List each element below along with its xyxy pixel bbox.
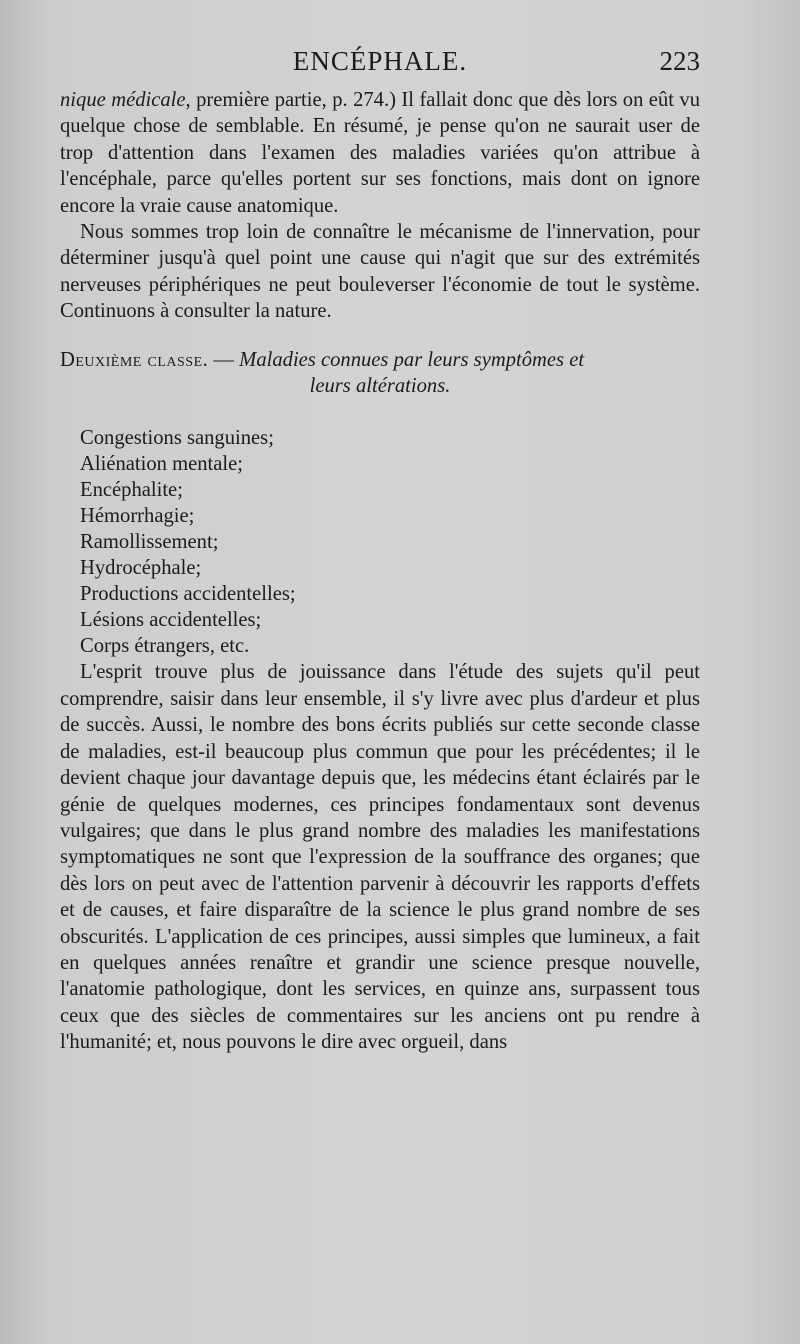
- disease-item: Encéphalite;: [80, 479, 183, 502]
- section-heading: [60, 347, 700, 373]
- paragraph-1-text: , première partie, p. 274.) Il fallait donc que dès lors on eût vu quelque chose de semblable. En résumé, je pense qu'on ne saurait user de trop d'attention dans l'examen des maladies variées qu'on attribue à l'encéphale, parce qu'elles portent sur ses fonctions, mais dont on ignore encore la vraie cause anatomique.: [60, 89, 700, 217]
- disease-item: Aliénation mentale;: [80, 453, 243, 476]
- page-header: [60, 46, 700, 86]
- paragraph-1-italic: nique médicale: [60, 89, 186, 111]
- section-title-line-1: Maladies connues par leurs symptômes et: [239, 348, 585, 371]
- disease-item: Productions accidentelles;: [80, 583, 296, 606]
- paragraph-1: [60, 87, 700, 219]
- disease-item: Ramollissement;: [80, 531, 219, 554]
- section-dash: —: [208, 348, 240, 371]
- section-label: Deuxième classe.: [60, 348, 209, 371]
- page-number: 223: [659, 46, 700, 76]
- disease-item: Corps étrangers, etc.: [80, 635, 250, 658]
- disease-list: [60, 425, 700, 659]
- paragraph-2: Nous sommes trop loin de connaître le mécanisme de l'innervation, pour déterminer jusqu'à quel point une cause qui n'agit que sur des extrémités nerveuses périphériques ne peut bouleverser l'économie de tout le système. Continuons à consulter la nature.: [60, 221, 700, 323]
- disease-item: Congestions sanguines;: [80, 427, 274, 450]
- disease-item: Hydrocéphale;: [80, 557, 202, 580]
- running-title: ENCÉPHALE.: [292, 46, 468, 76]
- body-text: [60, 87, 700, 1056]
- disease-item: Lésions accidentelles;: [80, 609, 262, 632]
- disease-item: Hémorrhagie;: [80, 505, 195, 528]
- section-title-line-2: leurs altérations.: [309, 375, 451, 398]
- paragraph-3: L'esprit trouve plus de jouissance dans l'étude des sujets qu'il peut comprendre, saisir dans leur ensemble, il s'y livre avec plus d'ardeur et plus de succès. Aussi, le nombre des bons écrits publiés sur cette seconde classe de maladies, est-il beaucoup plus commun que pour les précédentes; il le devient chaque jour davantage depuis que, les médecins étant éclairés par le génie de quelques modernes, ces principes fondamentaux sont devenus vulgaires; que dans le plus grand nombre des maladies les manifestations symptomatiques ne sont que l'expression de la souffrance des organes; que dès lors on peut avec de l'attention parvenir à découvrir les rapports d'effets et de causes, et faire disparaître de la science le plus grand nombre de ses obscurités. L'application de ces principes, aussi simples que lumineux, a fait en quelques années renaître et grandir une science presque nouvelle, l'anatomie pathologique, dont les services, en quinze ans, surpassent tous ceux que des siècles de commentaires sur les anciens ont pu rendre à l'humanité; et, nous pouvons le dire avec orgueil, dans: [60, 661, 700, 1054]
